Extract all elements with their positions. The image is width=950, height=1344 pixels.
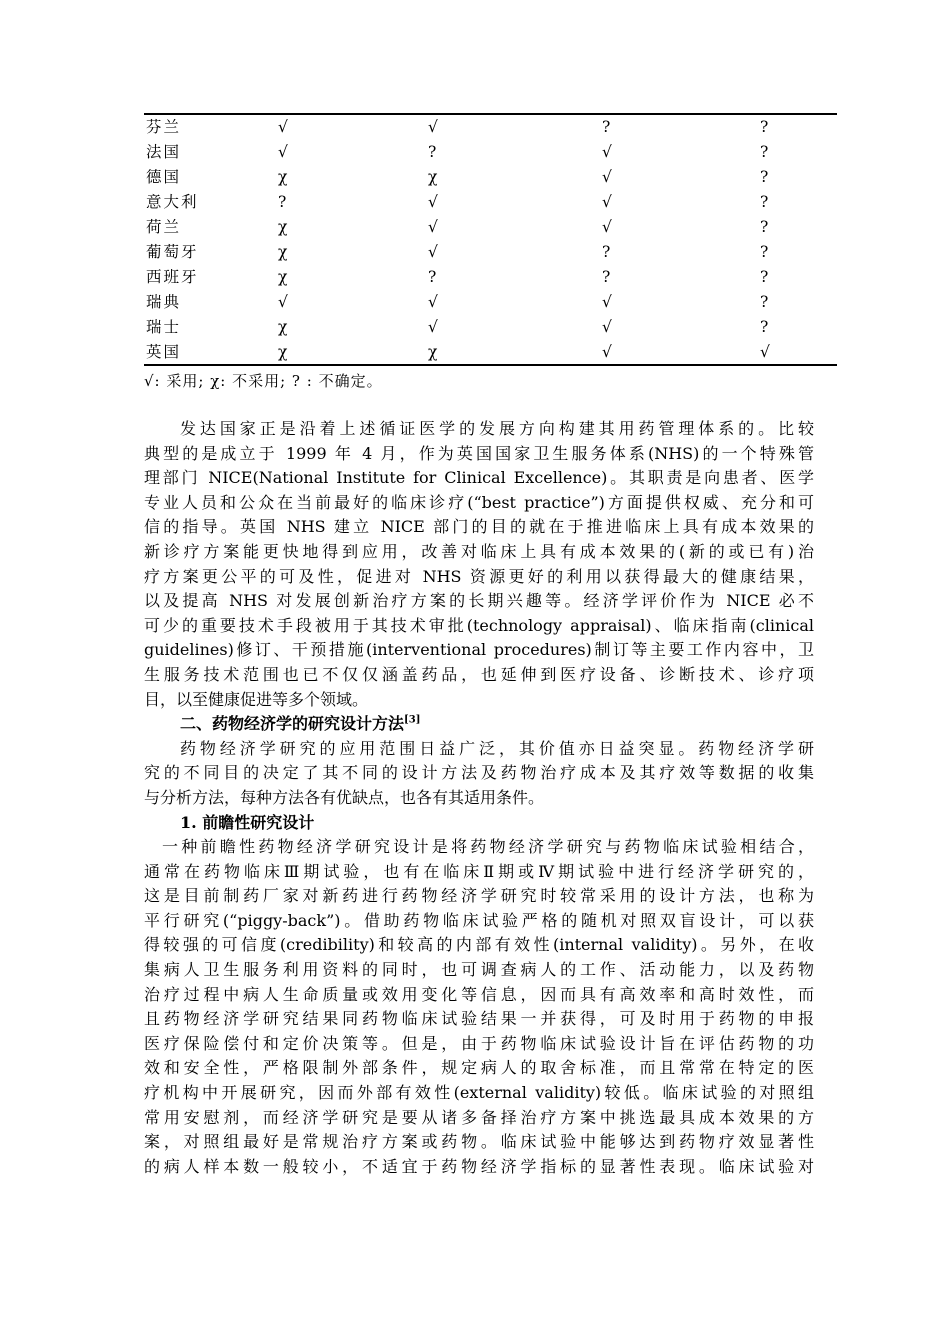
table-row: [144, 265, 837, 290]
table-legend: √: 采用; χ: 不采用; ? : 不确定。: [144, 372, 383, 390]
table-bottom-rule: [144, 364, 837, 366]
text-line: 的病人样本数一般较小，不适宜于药物经济学指标的显著性表现。临床试验对: [144, 1156, 814, 1176]
country-cell: 瑞典: [146, 293, 182, 311]
text-line: 专业人员和公众在当前最好的临床诊疗(“best practice”)方面提供权威、充分和可: [144, 492, 814, 512]
country-cell: 意大利: [146, 193, 199, 211]
status-cell: χ: [278, 268, 288, 286]
status-cell: ?: [602, 243, 611, 261]
table-row: [144, 115, 837, 140]
status-cell: √: [278, 118, 288, 136]
paragraph-nice: [144, 417, 814, 712]
citation-ref: [3]: [404, 714, 421, 726]
table-row: [144, 190, 837, 215]
status-cell: ?: [760, 168, 769, 186]
table-row: [144, 140, 837, 165]
country-cell: 德国: [146, 168, 182, 186]
section-heading-2: [144, 712, 814, 737]
country-cell: 英国: [146, 343, 182, 361]
text-line: 医疗保险偿付和定价决策等。但是，由于药物临床试验设计旨在评估药物的功: [144, 1033, 814, 1053]
status-cell: √: [428, 218, 438, 236]
country-cell: 瑞士: [146, 318, 182, 336]
status-cell: ?: [278, 193, 287, 211]
text-line: 通常在药物临床Ⅲ期试验，也有在临床Ⅱ期或Ⅳ期试验中进行经济学研究的，: [144, 861, 814, 881]
paragraph-prospective-design: [144, 835, 814, 1179]
section-heading-2-text: 二、药物经济学的研究设计方法: [180, 714, 405, 734]
status-cell: √: [602, 293, 612, 311]
text-line: 疗机构中开展研究，因而外部有效性(external validity)较低。临床试验的对照组: [144, 1083, 814, 1103]
status-cell: χ: [278, 318, 288, 336]
table-row: [144, 290, 837, 315]
text-line: 典型的是成立于 1999 年 4 月，作为英国国家卫生服务体系(NHS)的一个特殊管: [144, 443, 814, 463]
text-line: 究的不同目的决定了其不同的设计方法及药物治疗成本及其疗效等数据的收集: [144, 763, 814, 783]
status-cell: ?: [428, 143, 437, 161]
country-cell: 法国: [146, 143, 182, 161]
text-line: 新诊疗方案能更快地得到应用，改善对临床上具有成本效果的(新的或已有)治: [144, 541, 814, 561]
text-line: 理部门 NICE(National Institute for Clinical Excellence)。其职责是向患者、医学: [144, 468, 814, 488]
status-cell: ?: [760, 193, 769, 211]
text-line: 平行研究(“piggy-back”)。借助药物临床试验严格的随机对照双盲设计，可以获: [144, 910, 814, 930]
status-cell: √: [428, 118, 438, 136]
status-cell: ?: [602, 268, 611, 286]
table-row: [144, 315, 837, 340]
text-line: 生服务技术范围也已不仅仅涵盖药品，也延伸到医疗设备、诊断技术、诊疗项: [144, 664, 814, 684]
text-line: 信的指导。英国 NHS 建立 NICE 部门的目的就在于推进临床上具有成本效果的: [144, 517, 814, 537]
status-cell: √: [278, 143, 288, 161]
text-line: 药物经济学研究的应用范围日益广泛，其价值亦日益突显。药物经济学研: [180, 738, 814, 758]
status-cell: √: [602, 168, 612, 186]
text-line: 集病人卫生服务利用资料的同时，也可调查病人的工作、活动能力，以及药物: [144, 960, 814, 980]
body-text: [144, 417, 814, 1179]
text-line: 常用安慰剂，而经济学研究是要从诸多备择治疗方案中挑选最具成本效果的方: [144, 1107, 814, 1127]
status-cell: √: [602, 143, 612, 161]
paragraph-design-intro: [144, 737, 814, 811]
text-line: 且药物经济学研究结果同药物临床试验结果一并获得，可及时用于药物的申报: [144, 1009, 814, 1029]
table-row: [144, 240, 837, 265]
status-cell: χ: [278, 168, 288, 186]
text-line: 目，以至健康促进等多个领域。: [144, 689, 369, 709]
status-cell: √: [602, 343, 612, 361]
status-cell: ?: [760, 143, 769, 161]
status-cell: ?: [760, 293, 769, 311]
status-cell: ?: [760, 268, 769, 286]
text-line: 一种前瞻性药物经济学研究设计是将药物经济学研究与药物临床试验相结合，: [162, 837, 814, 857]
table-row: [144, 340, 837, 365]
table-row: [144, 165, 837, 190]
status-cell: χ: [428, 168, 438, 186]
text-line: 效和安全性，严格限制外部条件，规定病人的取舍标准，而且常常在特定的医: [144, 1058, 814, 1078]
status-cell: ?: [760, 118, 769, 136]
status-cell: ?: [428, 268, 437, 286]
status-cell: √: [602, 218, 612, 236]
status-cell: √: [428, 193, 438, 211]
text-line: 以及提高 NHS 对发展创新治疗方案的长期兴趣等。经济学评价作为 NICE 必不: [144, 591, 814, 611]
status-cell: ?: [602, 118, 611, 136]
country-cell: 荷兰: [146, 218, 182, 236]
text-line: 这是目前制药厂家对新药进行药物经济学研究时较常采用的设计方法，也称为: [144, 886, 814, 906]
text-line: 发达国家正是沿着上述循证医学的发展方向构建其用药管理体系的。比较: [180, 419, 814, 438]
status-cell: √: [602, 318, 612, 336]
status-cell: √: [428, 293, 438, 311]
table-row: [144, 215, 837, 240]
text-line: 与分析方法，每种方法各有优缺点，也各有其适用条件。: [144, 787, 545, 807]
text-line: 得较强的可信度(credibility)和较高的内部有效性(internal validity)。另外，在收: [144, 935, 814, 955]
status-cell: ?: [760, 318, 769, 336]
status-cell: √: [278, 293, 288, 311]
status-cell: χ: [278, 343, 288, 361]
text-line: 疗方案更公平的可及性，促进对 NHS 资源更好的利用以获得最大的健康结果，: [144, 566, 814, 586]
subsection-heading-1: 1. 前瞻性研究设计: [180, 812, 315, 832]
status-cell: √: [428, 243, 438, 261]
status-cell: ?: [760, 243, 769, 261]
status-cell: √: [602, 193, 612, 211]
country-cell: 芬兰: [146, 118, 182, 136]
status-cell: ?: [760, 218, 769, 236]
status-cell: χ: [278, 243, 288, 261]
status-cell: √: [760, 343, 770, 361]
status-cell: χ: [428, 343, 438, 361]
country-cell: 西班牙: [146, 268, 199, 286]
text-line: guidelines)修订、干预措施(interventional procedures)制订等主要工作内容中，卫: [144, 640, 814, 660]
text-line: 治疗过程中病人生命质量或效用变化等信息，因而具有高效率和高时效性，而: [144, 984, 814, 1004]
country-cell: 葡萄牙: [146, 243, 199, 261]
text-line: 案，对照组最好是常规治疗方案或药物。临床试验中能够达到药物疗效显著性: [144, 1132, 814, 1152]
status-cell: χ: [278, 218, 288, 236]
status-cell: √: [428, 318, 438, 336]
text-line: 可少的重要技术手段被用于其技术审批(technology appraisal)、临床指南(clinical: [144, 615, 814, 635]
